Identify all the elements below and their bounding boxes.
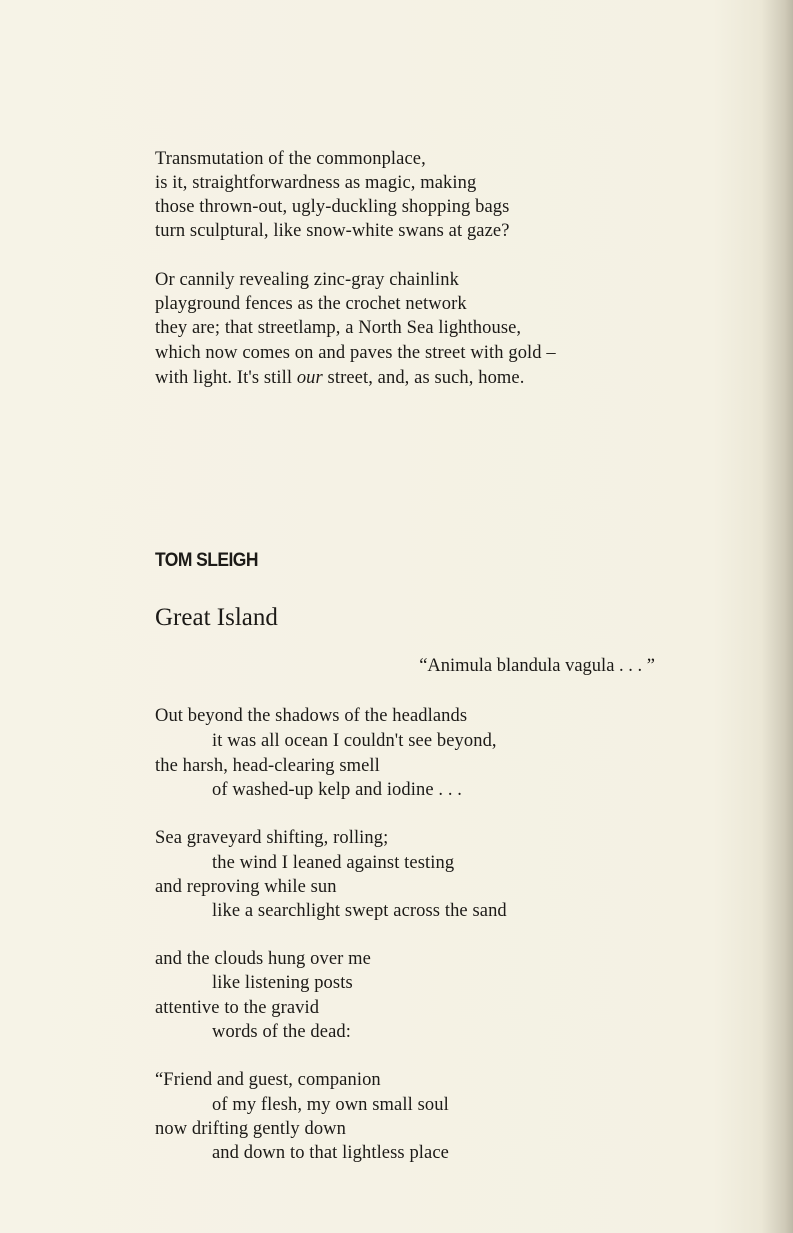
text-line: words of the dead: [212,1022,351,1042]
text-line: Sea graveyard shifting, rolling; [155,828,389,848]
text-line: and down to that lightless place [212,1143,449,1163]
text-line: it was all ocean I couldn't see beyond, [212,731,497,751]
text-line: like a searchlight swept across the sand [212,901,507,921]
text-line: they are; that streetlamp, a North Sea lighthouse, [155,318,522,338]
text-line: of washed-up kelp and iodine . . . [212,780,463,800]
text-line: those thrown-out, ugly-duckling shopping bags [155,197,510,217]
text-segment: with light. It's still [155,368,297,388]
text-line: Transmutation of the commonplace, [155,149,426,169]
text-line: like listening posts [212,973,353,993]
author-name: TOM SLEIGH [155,550,258,571]
text-line: the harsh, head-clearing smell [155,756,380,776]
text-line: attentive to the gravid [155,998,320,1018]
text-line: the wind I leaned against testing [212,853,455,873]
epigraph: “Animula blandula vagula . . . ” [419,656,655,676]
text-line: Or cannily revealing zinc-gray chainlink [155,270,459,290]
text-line: “Friend and guest, companion [155,1070,381,1090]
text-line: is it, straightforwardness as magic, making [155,173,477,193]
text-line: and reproving while sun [155,877,337,897]
poem-title: Great Island [155,604,278,631]
text-line: of my flesh, my own small soul [212,1095,449,1115]
text-line: playground fences as the crochet network [155,294,467,314]
text-line: turn sculptural, like snow-white swans at gaze? [155,221,510,241]
italic-word: our [296,368,323,388]
text-line [155,367,524,389]
text-segment: street, and, as such, home. [322,368,525,388]
text-line: which now comes on and paves the street with gold – [155,343,556,363]
text-line: now drifting gently down [155,1119,346,1139]
text-line: Out beyond the shadows of the headlands [155,706,468,726]
text-line: and the clouds hung over me [155,949,371,969]
